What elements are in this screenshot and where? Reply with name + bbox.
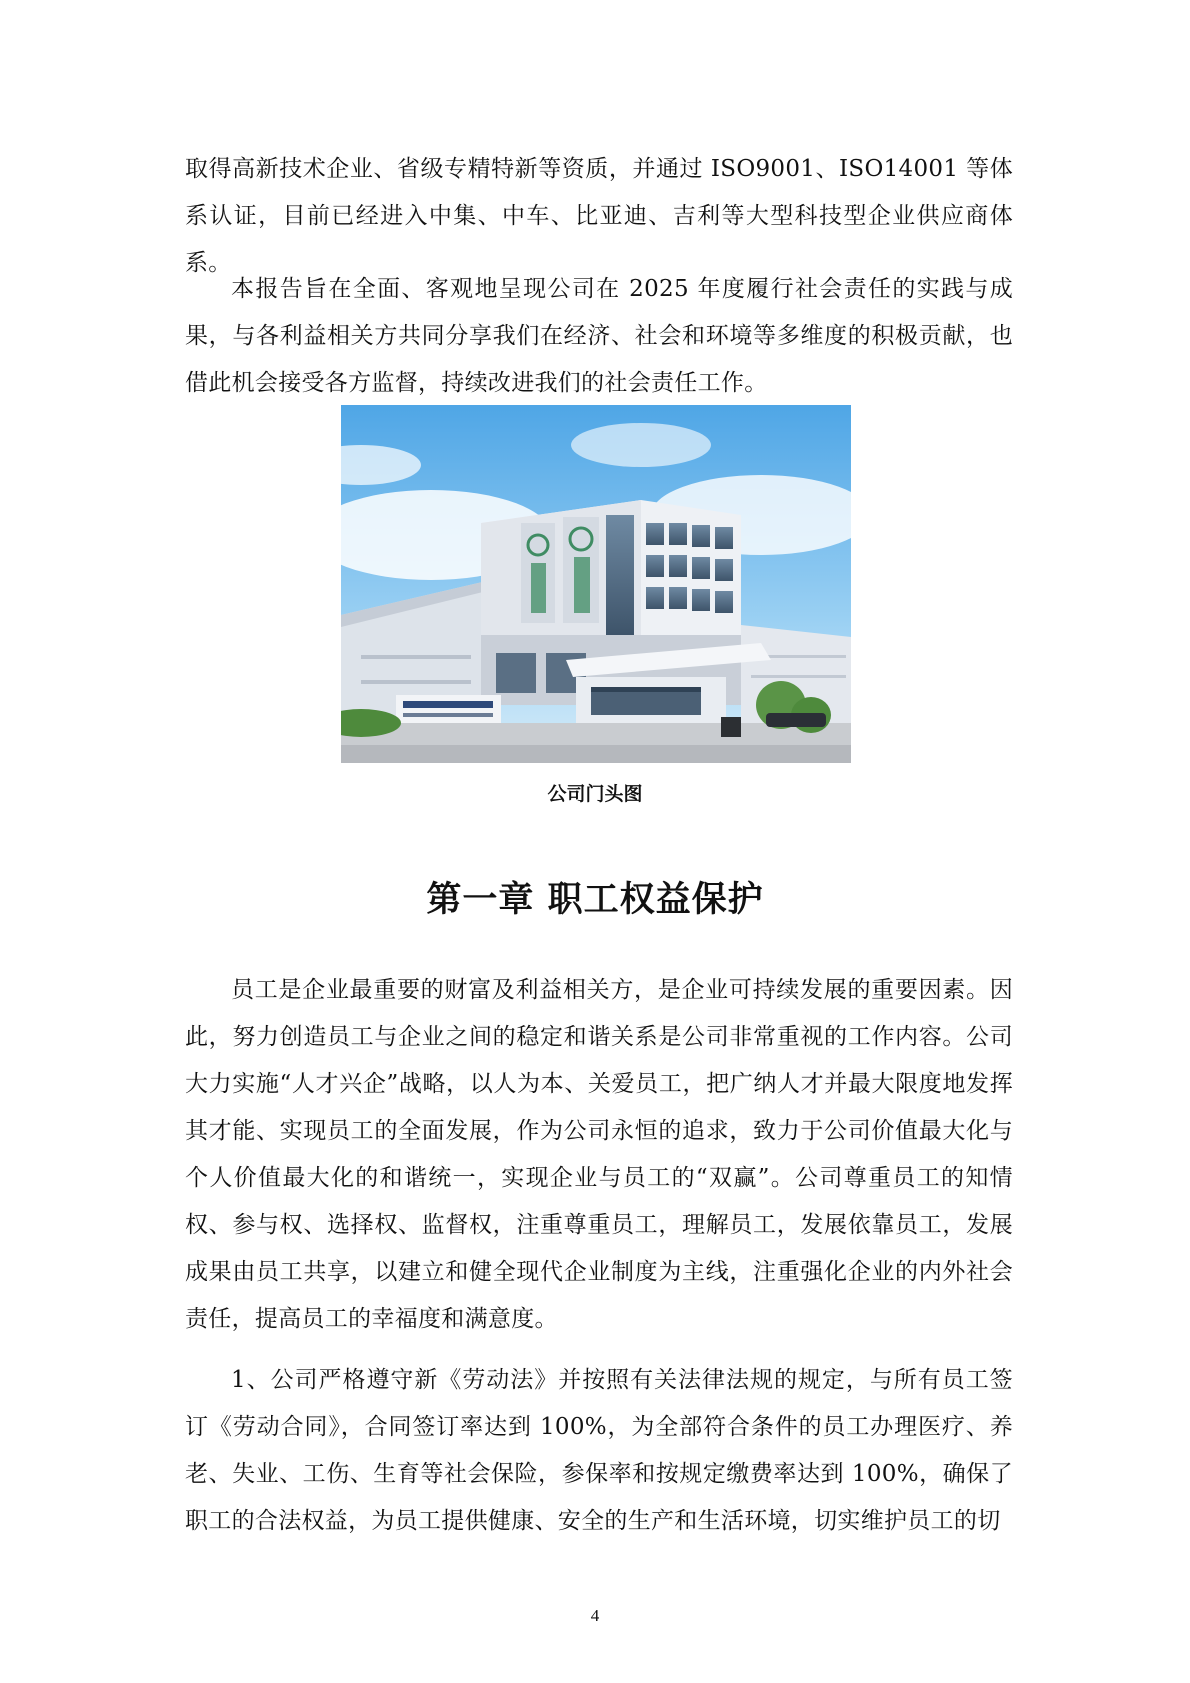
- intro-paragraph-block: [185, 266, 1013, 407]
- intro-paragraph-1: 取得高新技术企业、省级专精特新等资质，并通过 ISO9001、ISO14001 等体系认证，目前已经进入中集、中车、比亚迪、吉利等大型科技型企业供应商体系。: [185, 156, 1013, 276]
- chapter-paragraph-block-2: [185, 1357, 1013, 1545]
- figure-caption: 公司门头图: [547, 783, 643, 805]
- company-gate-photo: [341, 405, 851, 763]
- intro-paragraph-2: 本报告旨在全面、客观地呈现公司在 2025 年度履行社会责任的实践与成果，与各利益相关方共同分享我们在经济、社会和环境等多维度的积极贡献，也借此机会接受各方监督，持续改进我们的社会责任工作。: [185, 276, 1013, 396]
- chapter-paragraph-1: 员工是企业最重要的财富及利益相关方，是企业可持续发展的重要因素。因此，努力创造员工与企业之间的稳定和谐关系是公司非常重视的工作内容。公司大力实施“人才兴企”战略，以人为本、关爱员工，把广纳人才并最大限度地发挥其才能、实现员工的全面发展，作为公司永恒的追求，致力于公司价值最大化与个人价值最大化的和谐统一，实现企业与员工的“双赢”。公司尊重员工的知情权、参与权、选择权、监督权，注重尊重员工，理解员工，发展依靠员工，发展成果由员工共享，以建立和健全现代企业制度为主线，注重强化企业的内外社会责任，提高员工的幸福度和满意度。: [185, 977, 1013, 1332]
- chapter-title: 第一章 职工权益保护: [426, 880, 764, 920]
- page-number: 4: [590, 1606, 600, 1625]
- chapter-paragraph-2: 1、公司严格遵守新《劳动法》并按照有关法律法规的规定，与所有员工签订《劳动合同》，合同签订率达到 100%，为全部符合条件的员工办理医疗、养老、失业、工伤、生育等社会保险，参保率和按规定缴费率达到 100%，确保了职工的合法权益，为员工提供健康、安全的生产和生活环境，切实维护员工的切: [185, 1367, 1013, 1534]
- chapter-paragraph-block-1: [185, 967, 1013, 1343]
